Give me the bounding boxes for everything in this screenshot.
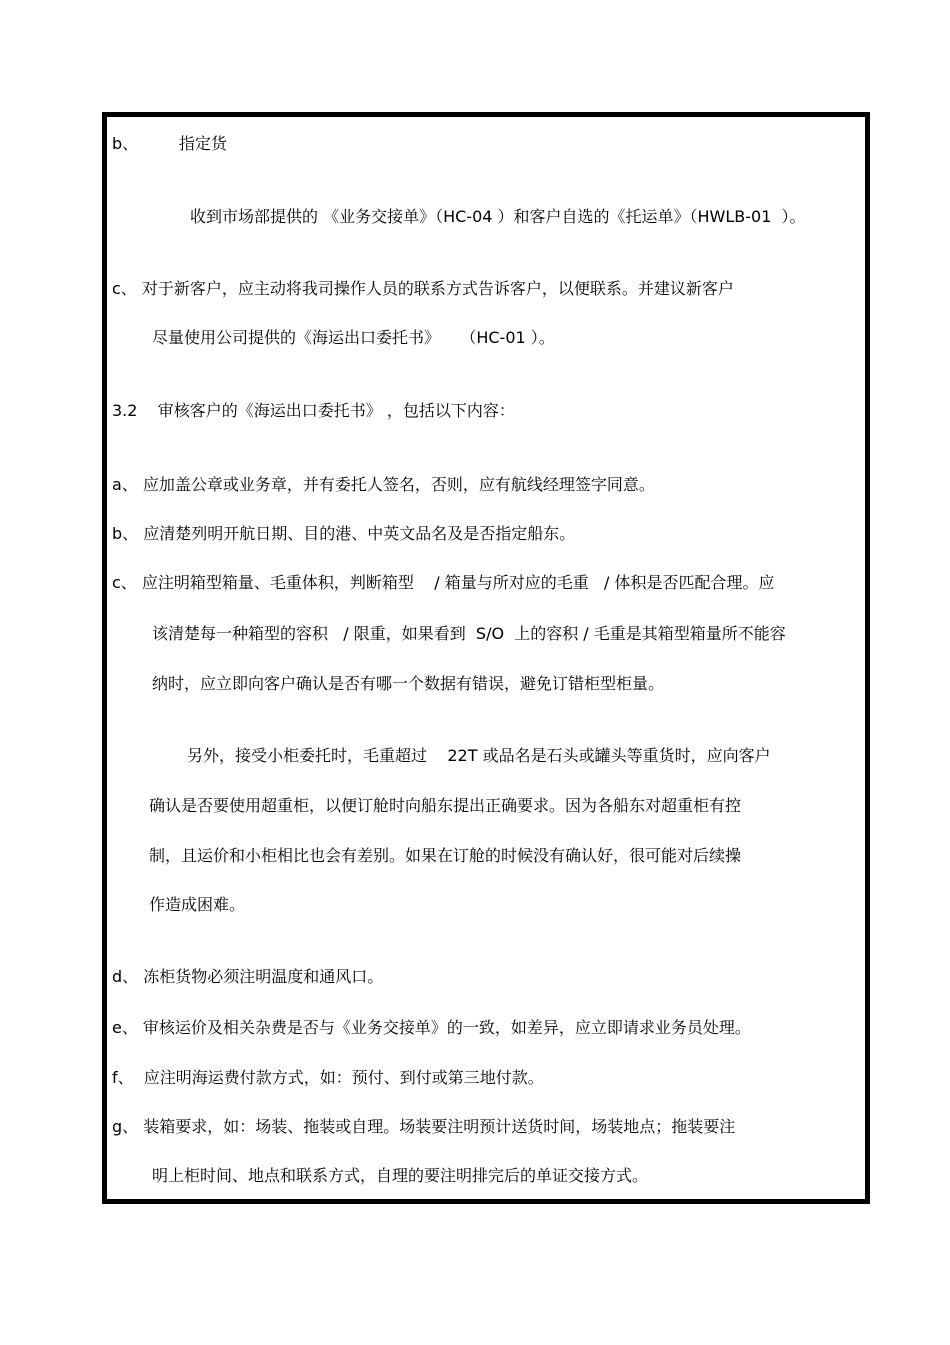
text-line: b、 指定货 (112, 134, 227, 153)
text-line: 该清楚每一种箱型的容积 / 限重，如果看到 S/O 上的容积 / 毛重是其箱型箱量所不能容 (152, 624, 786, 643)
text-line: c、 对于新客户，应主动将我司操作人员的联系方式告诉客户，以便联系。并建议新客户 (112, 279, 734, 298)
text-line: a、 应加盖公章或业务章，并有委托人签名，否则，应有航线经理签字同意。 (112, 475, 655, 494)
text-line: 尽量使用公司提供的《海运出口委托书》 （HC-01 ）。 (152, 328, 555, 347)
text-line: 制，且运价和小柜相比也会有差别。如果在订舱的时候没有确认好，很可能对后续操 (149, 846, 742, 865)
text-line: 收到市场部提供的 《业务交接单》（HC-04 ）和客户自选的《托运单》（HWLB-01 ）。 (190, 207, 806, 226)
text-line: e、 审核运价及相关杂费是否与《业务交接单》的一致，如差异，应立即请求业务员处理。 (112, 1018, 751, 1037)
text-line: 明上柜时间、地点和联系方式，自理的要注明排完后的单证交接方式。 (152, 1166, 649, 1185)
text-line: 作造成困难。 (149, 895, 246, 914)
text-line: 纳时，应立即向客户确认是否有哪一个数据有错误，避免订错柜型柜量。 (152, 674, 665, 693)
text-line: c、 应注明箱型箱量、毛重体积，判断箱型 / 箱量与所对应的毛重 / 体积是否匹配合理。应 (112, 573, 775, 592)
text-line: d、 冻柜货物必须注明温度和通风口。 (112, 967, 384, 986)
text-line: 确认是否要使用超重柜，以便订舱时向船东提出正确要求。因为各船东对超重柜有控 (149, 796, 742, 815)
text-line: g、 装箱要求，如：场装、拖装或自理。场装要注明预计送货时间，场装地点；拖装要注 (112, 1117, 736, 1136)
text-line: 另外，接受小柜委托时，毛重超过 22T 或品名是石头或罐头等重货时，应向客户 (187, 746, 771, 765)
text-line: f、 应注明海运费付款方式，如：预付、到付或第三地付款。 (112, 1068, 544, 1087)
text-line: 3.2 审核客户的《海运出口委托书》 ，包括以下内容： (112, 401, 515, 420)
text-line: b、 应清楚列明开航日期、目的港、中英文品名及是否指定船东。 (112, 524, 576, 543)
